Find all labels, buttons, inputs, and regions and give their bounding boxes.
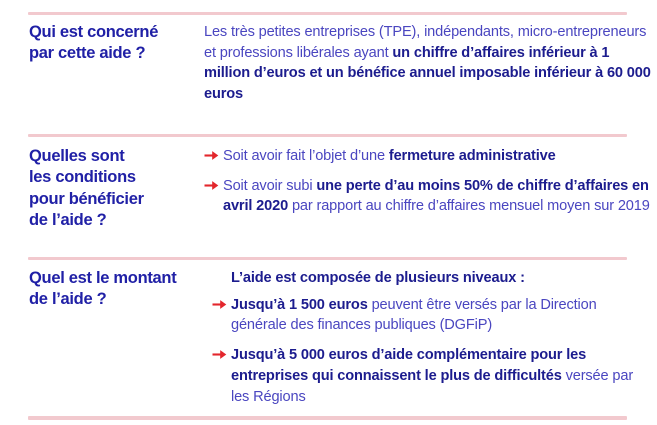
answer-lead-text: L’aide est composée de plusieurs niveaux : [231, 270, 525, 286]
list-item-text: Soit avoir subi une perte d’au moins 50% de chiffre d’affaires en avril 2020 par rapport au chiffre d’affaires mensuel moyen sur 2019 [223, 177, 650, 215]
list-item [204, 176, 651, 217]
right-arrow-icon [204, 146, 219, 161]
divider-after-section-2 [28, 257, 627, 260]
right-arrow-icon [212, 295, 227, 310]
answer-column [204, 146, 657, 217]
right-arrow-icon [212, 345, 227, 360]
right-arrow-icon [204, 176, 219, 191]
section-conditions [0, 146, 657, 232]
answer-column [204, 22, 657, 105]
divider-top [28, 12, 627, 15]
answer-column [204, 268, 657, 407]
divider-after-section-1 [28, 134, 627, 137]
section-question-heading: Qui est concerné par cette aide ? [29, 23, 159, 63]
list-item [212, 345, 651, 407]
question-column [0, 22, 204, 65]
section-question-heading: Quel est le montant de l’aide ? [29, 269, 177, 309]
section-question-heading: Quelles sont les conditions pour bénéficier de l’aide ? [29, 147, 144, 230]
question-column [0, 268, 204, 311]
section-qui-est-concerne [0, 22, 657, 105]
list-item [204, 146, 651, 167]
answer-paragraph: Les très petites entreprises (TPE), indépendants, micro-entrepreneurs et professions libérales ayant un chiffre d’affaires inférieur à 1 million d’euros et un bénéfice annuel imposable inférieur à 60 000 euros [204, 24, 651, 103]
divider-bottom [28, 416, 627, 420]
question-column [0, 146, 204, 232]
list-item-text: Soit avoir fait l’objet d’une fermeture administrative [223, 148, 556, 164]
list-item [212, 295, 651, 336]
list-item-text: Jusqu’à 1 500 euros peuvent être versés par la Direction générale des finances publiques (DGFiP) [231, 296, 597, 334]
section-montant [0, 268, 657, 407]
list-item-text: Jusqu’à 5 000 euros d’aide complémentaire pour les entreprises qui connaissent le plus de difficultés versée par les Régions [231, 347, 634, 405]
